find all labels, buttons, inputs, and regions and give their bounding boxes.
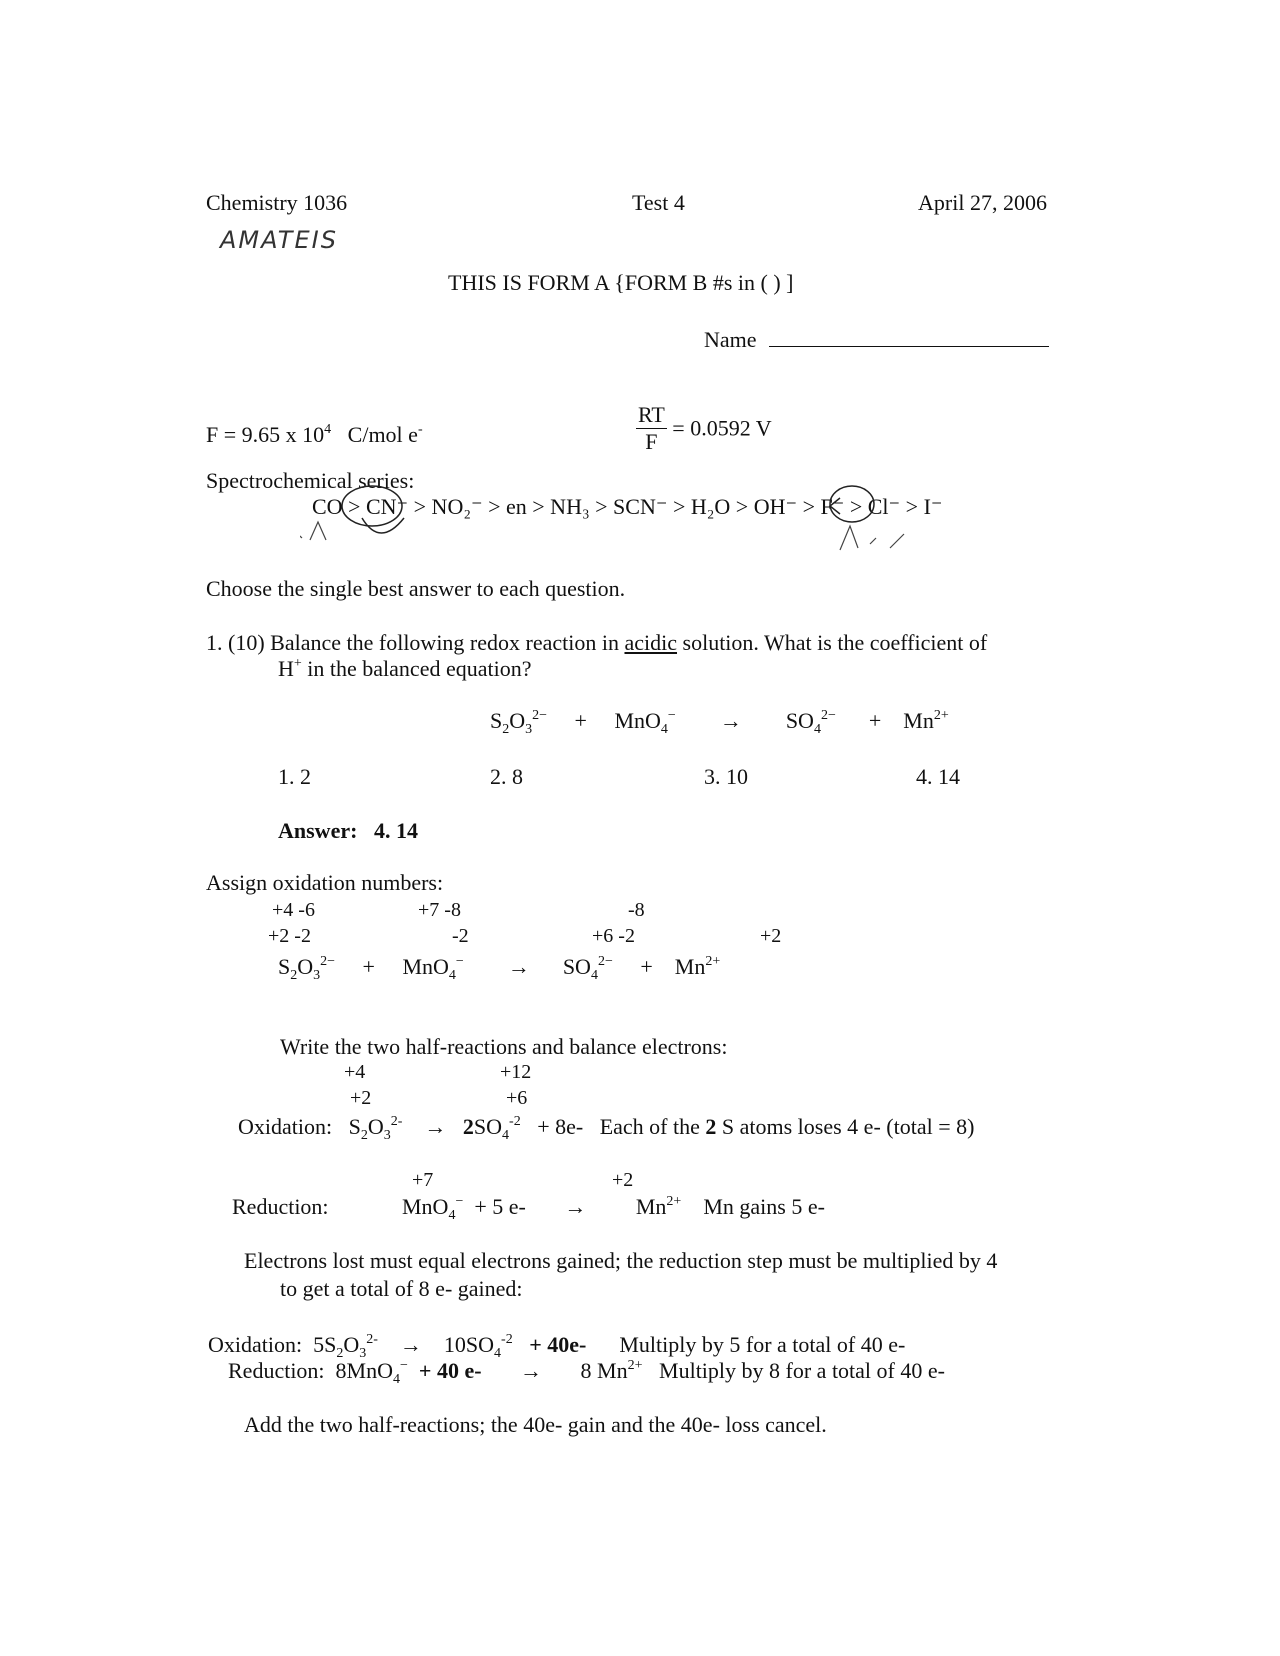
choice-3[interactable]: 3. 10: [704, 764, 748, 789]
ox-row2-mn: +2: [760, 925, 782, 947]
ox-row1-s2o3: +4 -6: [272, 899, 315, 921]
red-top-mn: +2: [612, 1169, 634, 1191]
choice-2[interactable]: 2. 8: [490, 764, 523, 789]
name-label: Name: [704, 327, 757, 352]
ox-top-s-sum: +4: [344, 1061, 366, 1083]
oxidation-heading: Assign oxidation numbers:: [206, 870, 444, 895]
ox-row1-so4: -8: [628, 899, 645, 921]
spectro-label: Spectrochemical series:: [206, 468, 415, 493]
choice-1[interactable]: 1. 2: [278, 764, 311, 789]
question-1-line2: H+ in the balanced equation?: [278, 656, 532, 681]
question-1-text: 1. (10) Balance the following redox reaction in acidic solution. What is the coefficient of: [206, 630, 988, 655]
name-field: [704, 328, 1049, 351]
final-note: Add the two half-reactions; the 40e- gain and the 40e- loss cancel.: [244, 1412, 827, 1437]
answer-value: 4. 14: [373, 818, 418, 843]
form-line: THIS IS FORM A {FORM B #s in ( ) ]: [448, 270, 794, 295]
course-title: Chemistry 1036: [206, 190, 348, 215]
handwritten-marks: [300, 478, 960, 558]
ox-top-so4: +6: [506, 1087, 528, 1109]
oxidation-half-reaction: Oxidation: $S_2O_3^{2-}$ → $2SO_4^{-2}$ + 8e- Each of the 2 S atoms loses 4 e- (total = 8): [238, 1114, 975, 1143]
ox-top-s: +2: [350, 1087, 372, 1109]
test-date: April 27, 2006: [918, 190, 1047, 215]
answer-label: Answer:: [278, 818, 358, 843]
ox-row2-so4: +6 -2: [592, 925, 635, 947]
ox-top-so4-sum: +12: [500, 1061, 532, 1083]
oxidation-equation: $S_2O_3^{2-}$ + MnO$_4$− → $SO_4^{2-}$ + $Mn^{2+}$: [278, 954, 721, 983]
name-blank: [769, 328, 1049, 347]
electrons-note-1: Electrons lost must equal electrons gained; the reduction step must be multiplied by 4: [244, 1248, 998, 1273]
answer-line: [278, 820, 418, 842]
instructions: Choose the single best answer to each question.: [206, 576, 626, 601]
multiplied-oxidation: Oxidation: $5S_2O_3^{2-}$ → $10SO_4^{-2}$ + 40e- Multiply by 5 for a total of 40 e-: [208, 1332, 906, 1361]
reduction-half-reaction: Reduction:: [232, 1194, 329, 1219]
rt-over-f-constant: $\frac{RT}{F}$ = 0.0592 V: [638, 402, 772, 454]
ox-row2-s2o3: +2 -2: [268, 925, 311, 947]
ox-row1-mno4: +7 -8: [418, 899, 461, 921]
red-top-mno4: +7: [412, 1169, 434, 1191]
handwritten-name: AMATEIS: [220, 226, 338, 254]
faraday-constant: F = 9.65 x $10^4$ C/mol e-: [206, 422, 423, 447]
half-reactions-heading: Write the two half-reactions and balance electrons:: [280, 1034, 728, 1059]
reduction-equation: MnO$_4$− + 5 e- → $Mn^{2+}$ Mn gains 5 e-: [402, 1194, 825, 1223]
ox-row2-mno4: -2: [452, 925, 469, 947]
choice-4[interactable]: 4. 14: [916, 764, 960, 789]
multiplied-reduction: Reduction: 8MnO$_4$− + 40 e- → 8 $Mn^{2+}$ Multiply by 8 for a total of 40 e-: [228, 1358, 945, 1387]
question-1-equation: $S_2O_3^{2-}$ + MnO$_4$− → $SO_4^{2-}$ + $Mn^{2+}$: [490, 708, 949, 737]
spectro-series: CO > CN⁻ > NO₂⁻ > en > NH₃ > SCN⁻ > H₂O > OH⁻ > F⁻ > Cl⁻ > I⁻: [312, 494, 943, 519]
test-title: Test 4: [632, 190, 685, 215]
electrons-note-2: to get a total of 8 e- gained:: [280, 1276, 523, 1301]
